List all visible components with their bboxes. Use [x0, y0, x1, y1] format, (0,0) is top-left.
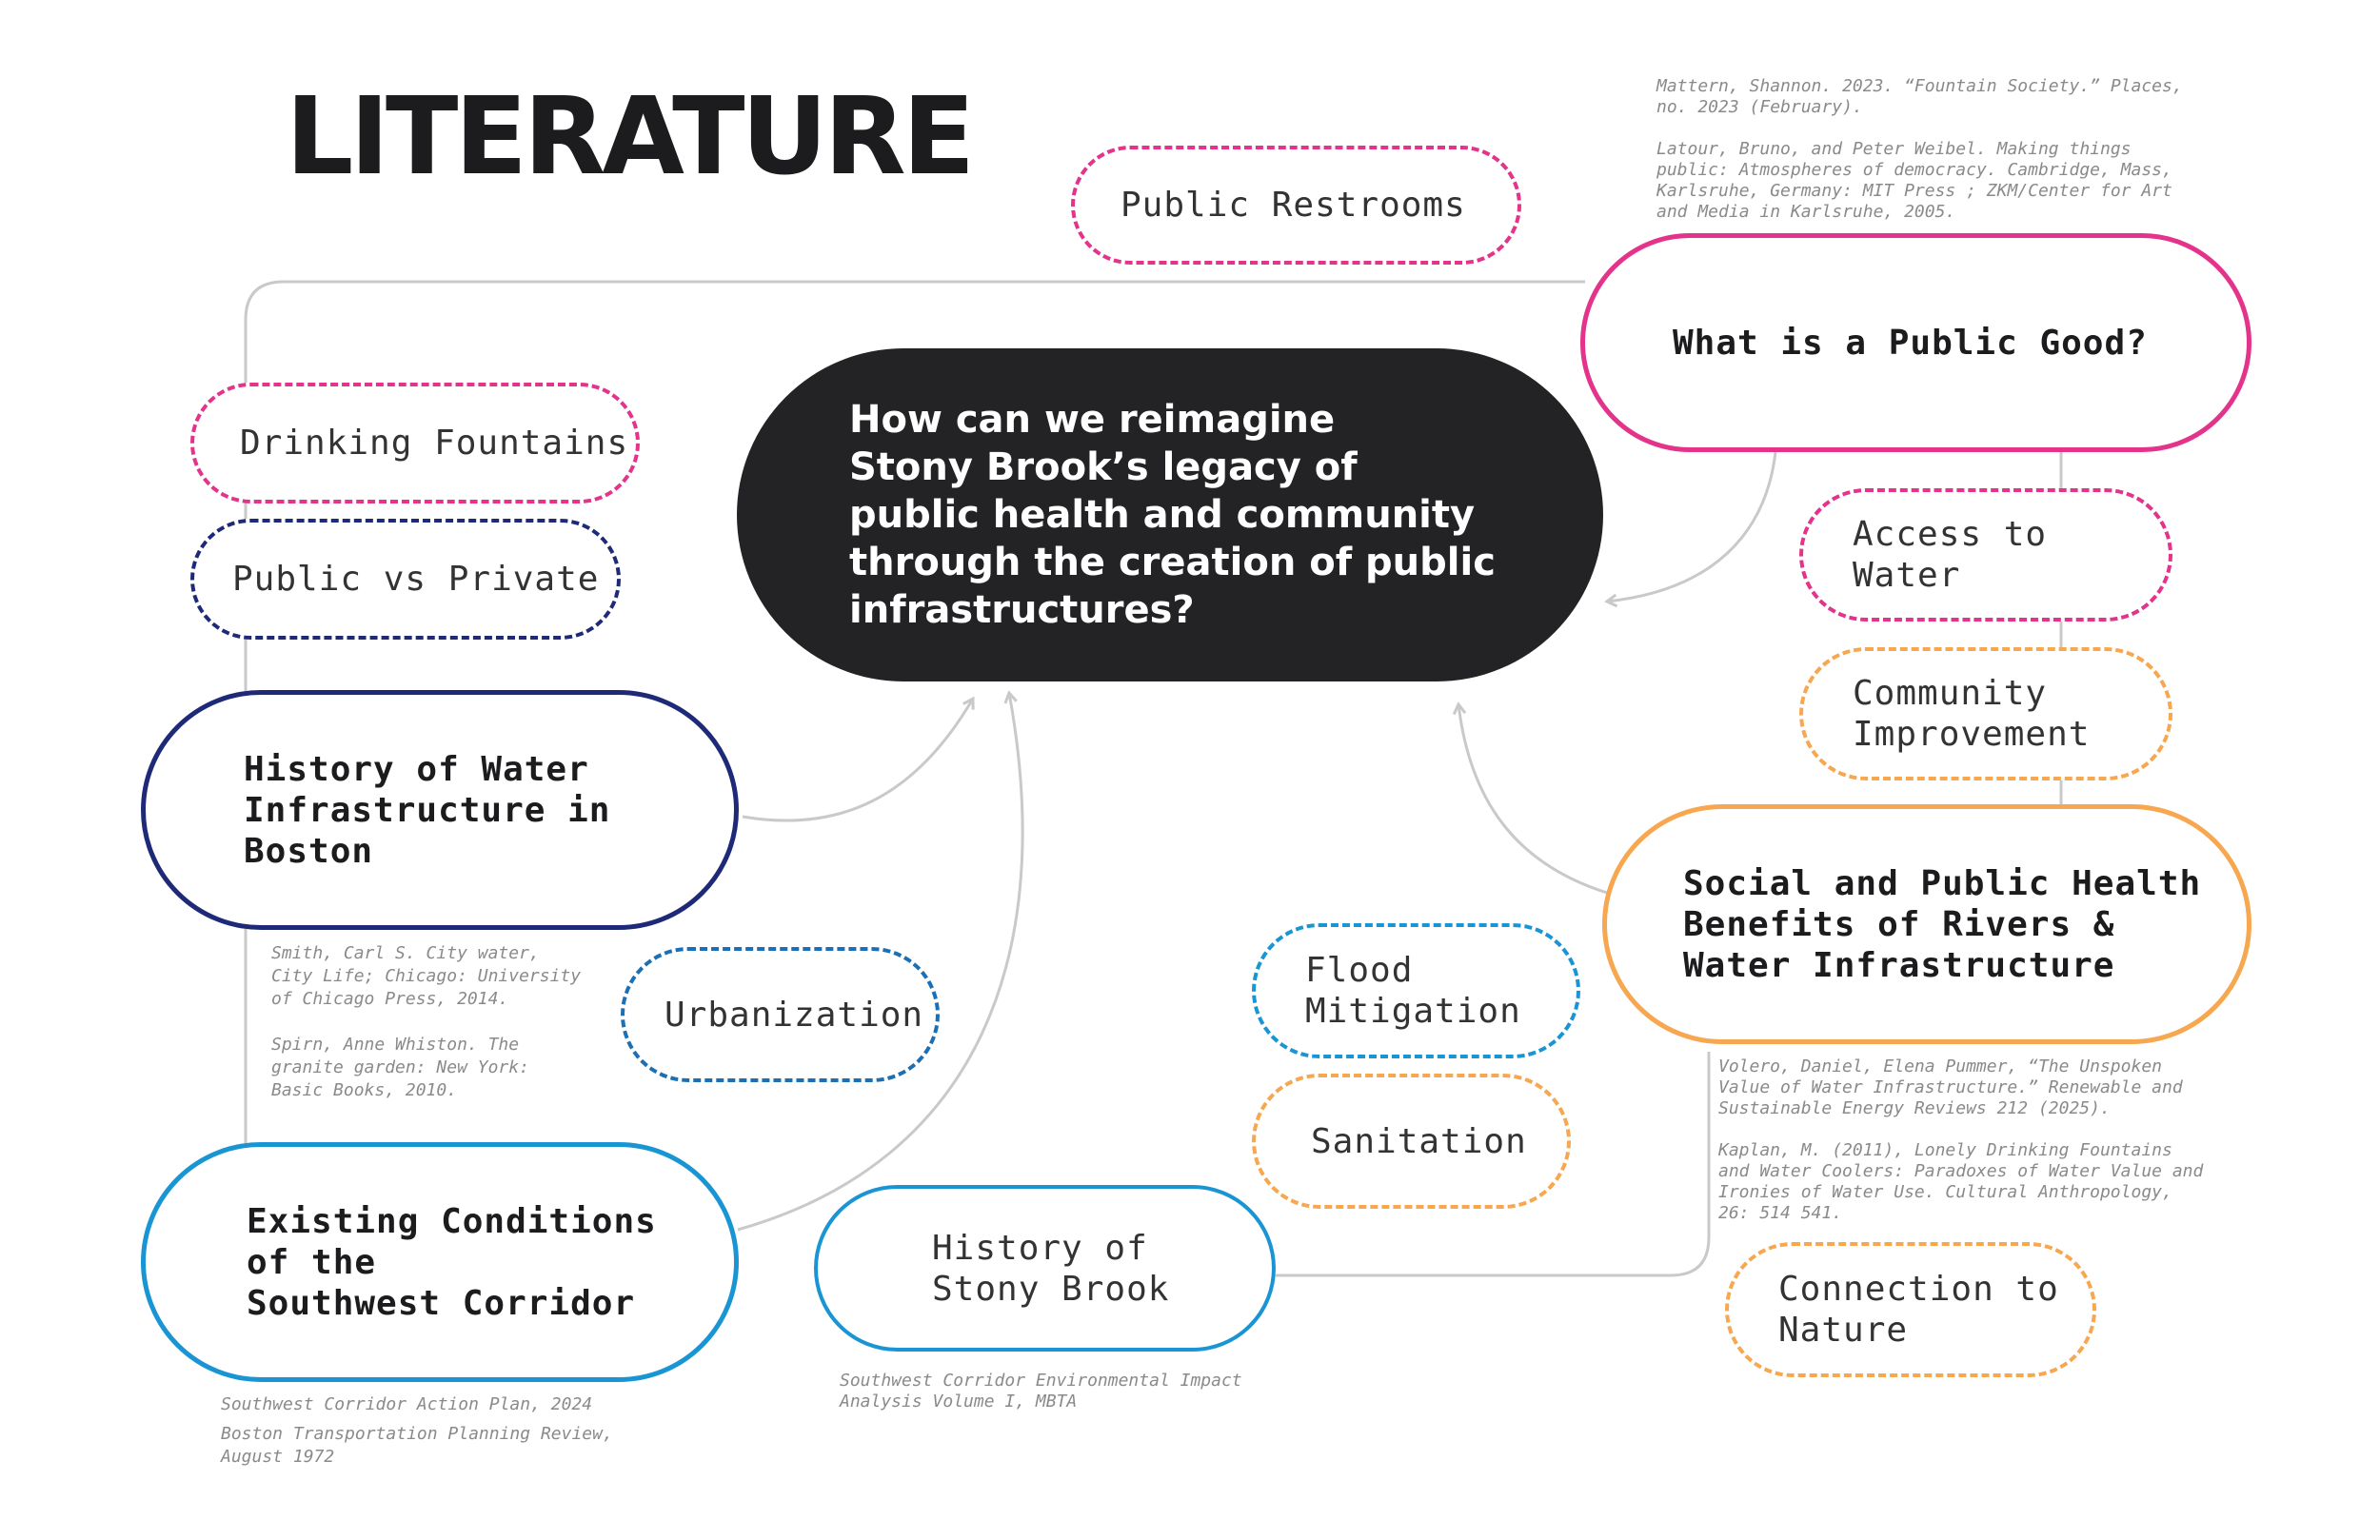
- topic-southwest-corridor-label: Existing Conditions of the Southwest Corridor: [247, 1201, 657, 1323]
- arrow-health: [1458, 704, 1607, 893]
- subtopic-connection-to-nature-label: Connection to Nature: [1778, 1270, 2059, 1350]
- subtopic-connection-to-nature[interactable]: [1725, 1242, 2096, 1377]
- reference-stony-brook-history: Southwest Corridor Environmental Impact Analysis Volume I, MBTA: [840, 1371, 1242, 1412]
- reference-southwest-corridor-1: Southwest Corridor Action Plan, 2024: [221, 1394, 593, 1414]
- reference-boston-history: Smith, Carl S. City water, City Life; Chicago: University of Chicago Press, 2014. Spirn, Anne Whiston. The granite garden: New York: Basic Books, 2010.: [271, 943, 582, 1100]
- topic-health-benefits-label: Social and Public Health Benefits of Rivers & Water Infrastructure: [1683, 863, 2202, 985]
- subtopic-access-to-water[interactable]: [1799, 488, 2172, 622]
- subtopic-drinking-fountains-label: Drinking Fountains: [240, 424, 629, 463]
- topic-public-good-label: What is a Public Good?: [1673, 323, 2148, 363]
- reference-southwest-corridor-2: Boston Transportation Planning Review, August 1972: [221, 1424, 613, 1467]
- page-title: LITERATURE: [286, 75, 972, 199]
- topic-stony-brook-history-label: History of Stony Brook: [932, 1228, 1170, 1309]
- subtopic-access-to-water-label: Access to Water: [1853, 515, 2048, 595]
- topic-stony-brook-history[interactable]: [814, 1185, 1276, 1352]
- subtopic-drinking-fountains[interactable]: [190, 383, 640, 503]
- topic-health-benefits[interactable]: [1602, 804, 2251, 1044]
- reference-health-benefits: Volero, Daniel, Elena Pummer, “The Unspoken Value of Water Infrastructure.” Renewable and Sustainable Energy Reviews 212 (2025). Kaplan, M. (2011), Lonely Drinking Fountains and Water Coolers: Paradoxes of Water Value and Ironies of Water Use. Cultural Anthropology, 26: 514 541.: [1718, 1056, 2204, 1223]
- central-question-text: How can we reimagine Stony Brook’s legacy of public health and community through the creation of public infrastructures?: [849, 398, 1496, 632]
- arrow-boston: [743, 699, 973, 820]
- subtopic-public-restrooms[interactable]: [1071, 146, 1521, 265]
- subtopic-sanitation-label: Sanitation: [1311, 1121, 1527, 1161]
- arrow-public-good: [1607, 452, 1775, 602]
- subtopic-public-restrooms-label: Public Restrooms: [1121, 186, 1466, 225]
- reference-public-good: Mattern, Shannon. 2023. “Fountain Society.” Places, no. 2023 (February). Latour, Bruno, and Peter Weibel. Making things public: Atmospheres of democracy. Cambridge, Mass, Karlsruhe, Germany: MIT Press ; ZKM/Center for Art and Media in Karlsruhe, 2005.: [1656, 76, 2183, 222]
- topic-southwest-corridor[interactable]: [141, 1142, 739, 1382]
- subtopic-community-improvement[interactable]: [1799, 647, 2172, 780]
- subtopic-urbanization[interactable]: [621, 947, 940, 1082]
- topic-boston-history[interactable]: [141, 690, 739, 930]
- subtopic-urbanization-label: Urbanization: [664, 995, 924, 1035]
- subtopic-flood-mitigation[interactable]: [1252, 923, 1580, 1058]
- central-question: [737, 348, 1603, 681]
- subtopic-sanitation[interactable]: [1252, 1074, 1571, 1209]
- subtopic-flood-mitigation-label: Flood Mitigation: [1305, 951, 1521, 1031]
- subtopic-public-vs-private[interactable]: [190, 519, 621, 640]
- topic-public-good[interactable]: [1580, 233, 2251, 452]
- topic-boston-history-label: History of Water Infrastructure in Boston: [244, 749, 611, 871]
- subtopic-community-improvement-label: Community Improvement: [1853, 674, 2091, 754]
- subtopic-public-vs-private-label: Public vs Private: [232, 560, 600, 599]
